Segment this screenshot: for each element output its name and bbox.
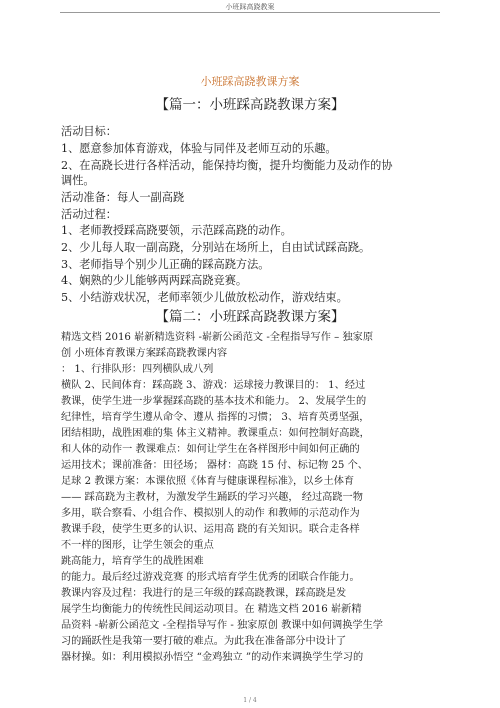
body-line: 精选文档 2016 崭新精选资料 -崭新公函范文 -全程指导写作 – 独家原 bbox=[61, 332, 374, 343]
body-line: 活动准备：每人一副高跷 bbox=[61, 191, 185, 204]
body-line: 纪律性，培育学生遵从命令、遵从 指挥的习惯； 3、培育英勇坚强， bbox=[61, 412, 370, 423]
body-line: 足球 2 教课方案：本课依照《体育与健康课程标准》，以乡土体育 bbox=[61, 476, 355, 487]
body-line: 1、愿意参加体育游戏，体验与同伴及老师互动的乐趣。 bbox=[61, 142, 337, 155]
page-number: 1 / 4 bbox=[243, 697, 257, 704]
body-line: 品资料 -崭新公函范文 -全程指导写作 - 独家原创 教课中如何调换学生学 bbox=[61, 620, 383, 631]
running-head: 小班踩高跷教案 bbox=[225, 3, 275, 11]
body-line: 3、老师指导个别少儿正确的踩高跷方法。 bbox=[61, 258, 270, 271]
body-line: 教课内容及过程：我进行的是三年级的踩高跷教课，踩高跷是发 bbox=[61, 588, 347, 599]
body-line: 创 小班体育教课方案踩高跷教课内容 bbox=[61, 348, 228, 359]
document-title: 小班踩高跷教课方案 bbox=[200, 75, 300, 88]
body-line: ： 1、行排队形：四列横队成八列 bbox=[61, 364, 214, 375]
body-line: 和人体的动作一 教课难点：如何让学生在各样图形中间如何正确的 bbox=[61, 444, 360, 455]
header-rule bbox=[60, 12, 440, 13]
body-line: 4、娴熟的少儿能够两两踩高跷竞赛。 bbox=[61, 274, 248, 287]
body-line: 器材操。如：利用模拟孙悟空 “金鸡独立 ”的动作来调换学生学习的 bbox=[61, 652, 364, 663]
body-line: 多用，联合察看、小组合作、模拟别人的动作 和教师的示范动作为 bbox=[61, 508, 360, 519]
body-line: 教课手段，使学生更多的认识、运用高 跷的有关知识。联合走各样 bbox=[61, 524, 360, 535]
section-1-heading: 【篇一：小班踩高跷教课方案】 bbox=[155, 97, 345, 113]
body-line: 不一样的图形，让学生领会的重点 bbox=[61, 540, 214, 551]
body-line: 习的踊跃性是我第一要打破的难点。为此我在准备部分中设计了 bbox=[61, 636, 347, 647]
body-line: 跳高能力，培育学生的战胜困难 bbox=[61, 556, 204, 567]
section-2-heading: 【篇二：小班踩高跷教课方案】 bbox=[155, 309, 345, 325]
body-line: 团结相助，战胜困难的集 体主义精神。教课重点：如何控制好高跷， bbox=[61, 428, 370, 439]
body-line: 的能力。最后经过游戏竞赛 的形式培育学生优秀的团联合作能力。 bbox=[61, 572, 360, 583]
body-line: 展学生均衡能力的传统性民间运动项目。在 精选文档 2016 崭新精 bbox=[61, 604, 362, 615]
body-line: 横队 2、民间体育：踩高跷 3、游戏：运球接力教课目的： 1、经过 bbox=[61, 380, 366, 391]
body-line: 5、小结游戏状况，老师率领少儿做放松动作，游戏结束。 bbox=[61, 291, 348, 304]
body-line: 调性。 bbox=[61, 174, 95, 187]
body-line: —— 踩高跷为主教材，为激发学生踊跃的学习兴趣， 经过高跷一物 bbox=[61, 492, 363, 503]
body-line: 2、在高跷长进行各样活动，能保持均衡，提升均衡能力及动作的协 bbox=[61, 159, 393, 172]
body-line: 1、老师教授踩高跷要领，示范踩高跷的动作。 bbox=[61, 224, 292, 237]
body-line: 运用技术；课前准备：田径场； 器材：高跷 15 付、标记物 25 个、 bbox=[61, 460, 368, 471]
body-line: 活动过程： bbox=[61, 208, 117, 221]
body-line: 活动目标： bbox=[61, 125, 117, 138]
body-line: 2、少儿每人取一副高跷，分别站在场所上，自由试试踩高跷。 bbox=[61, 241, 371, 254]
body-line: 教课，使学生进一步掌握踩高跷的基本技术和能力。 2、发展学生的 bbox=[61, 396, 367, 407]
